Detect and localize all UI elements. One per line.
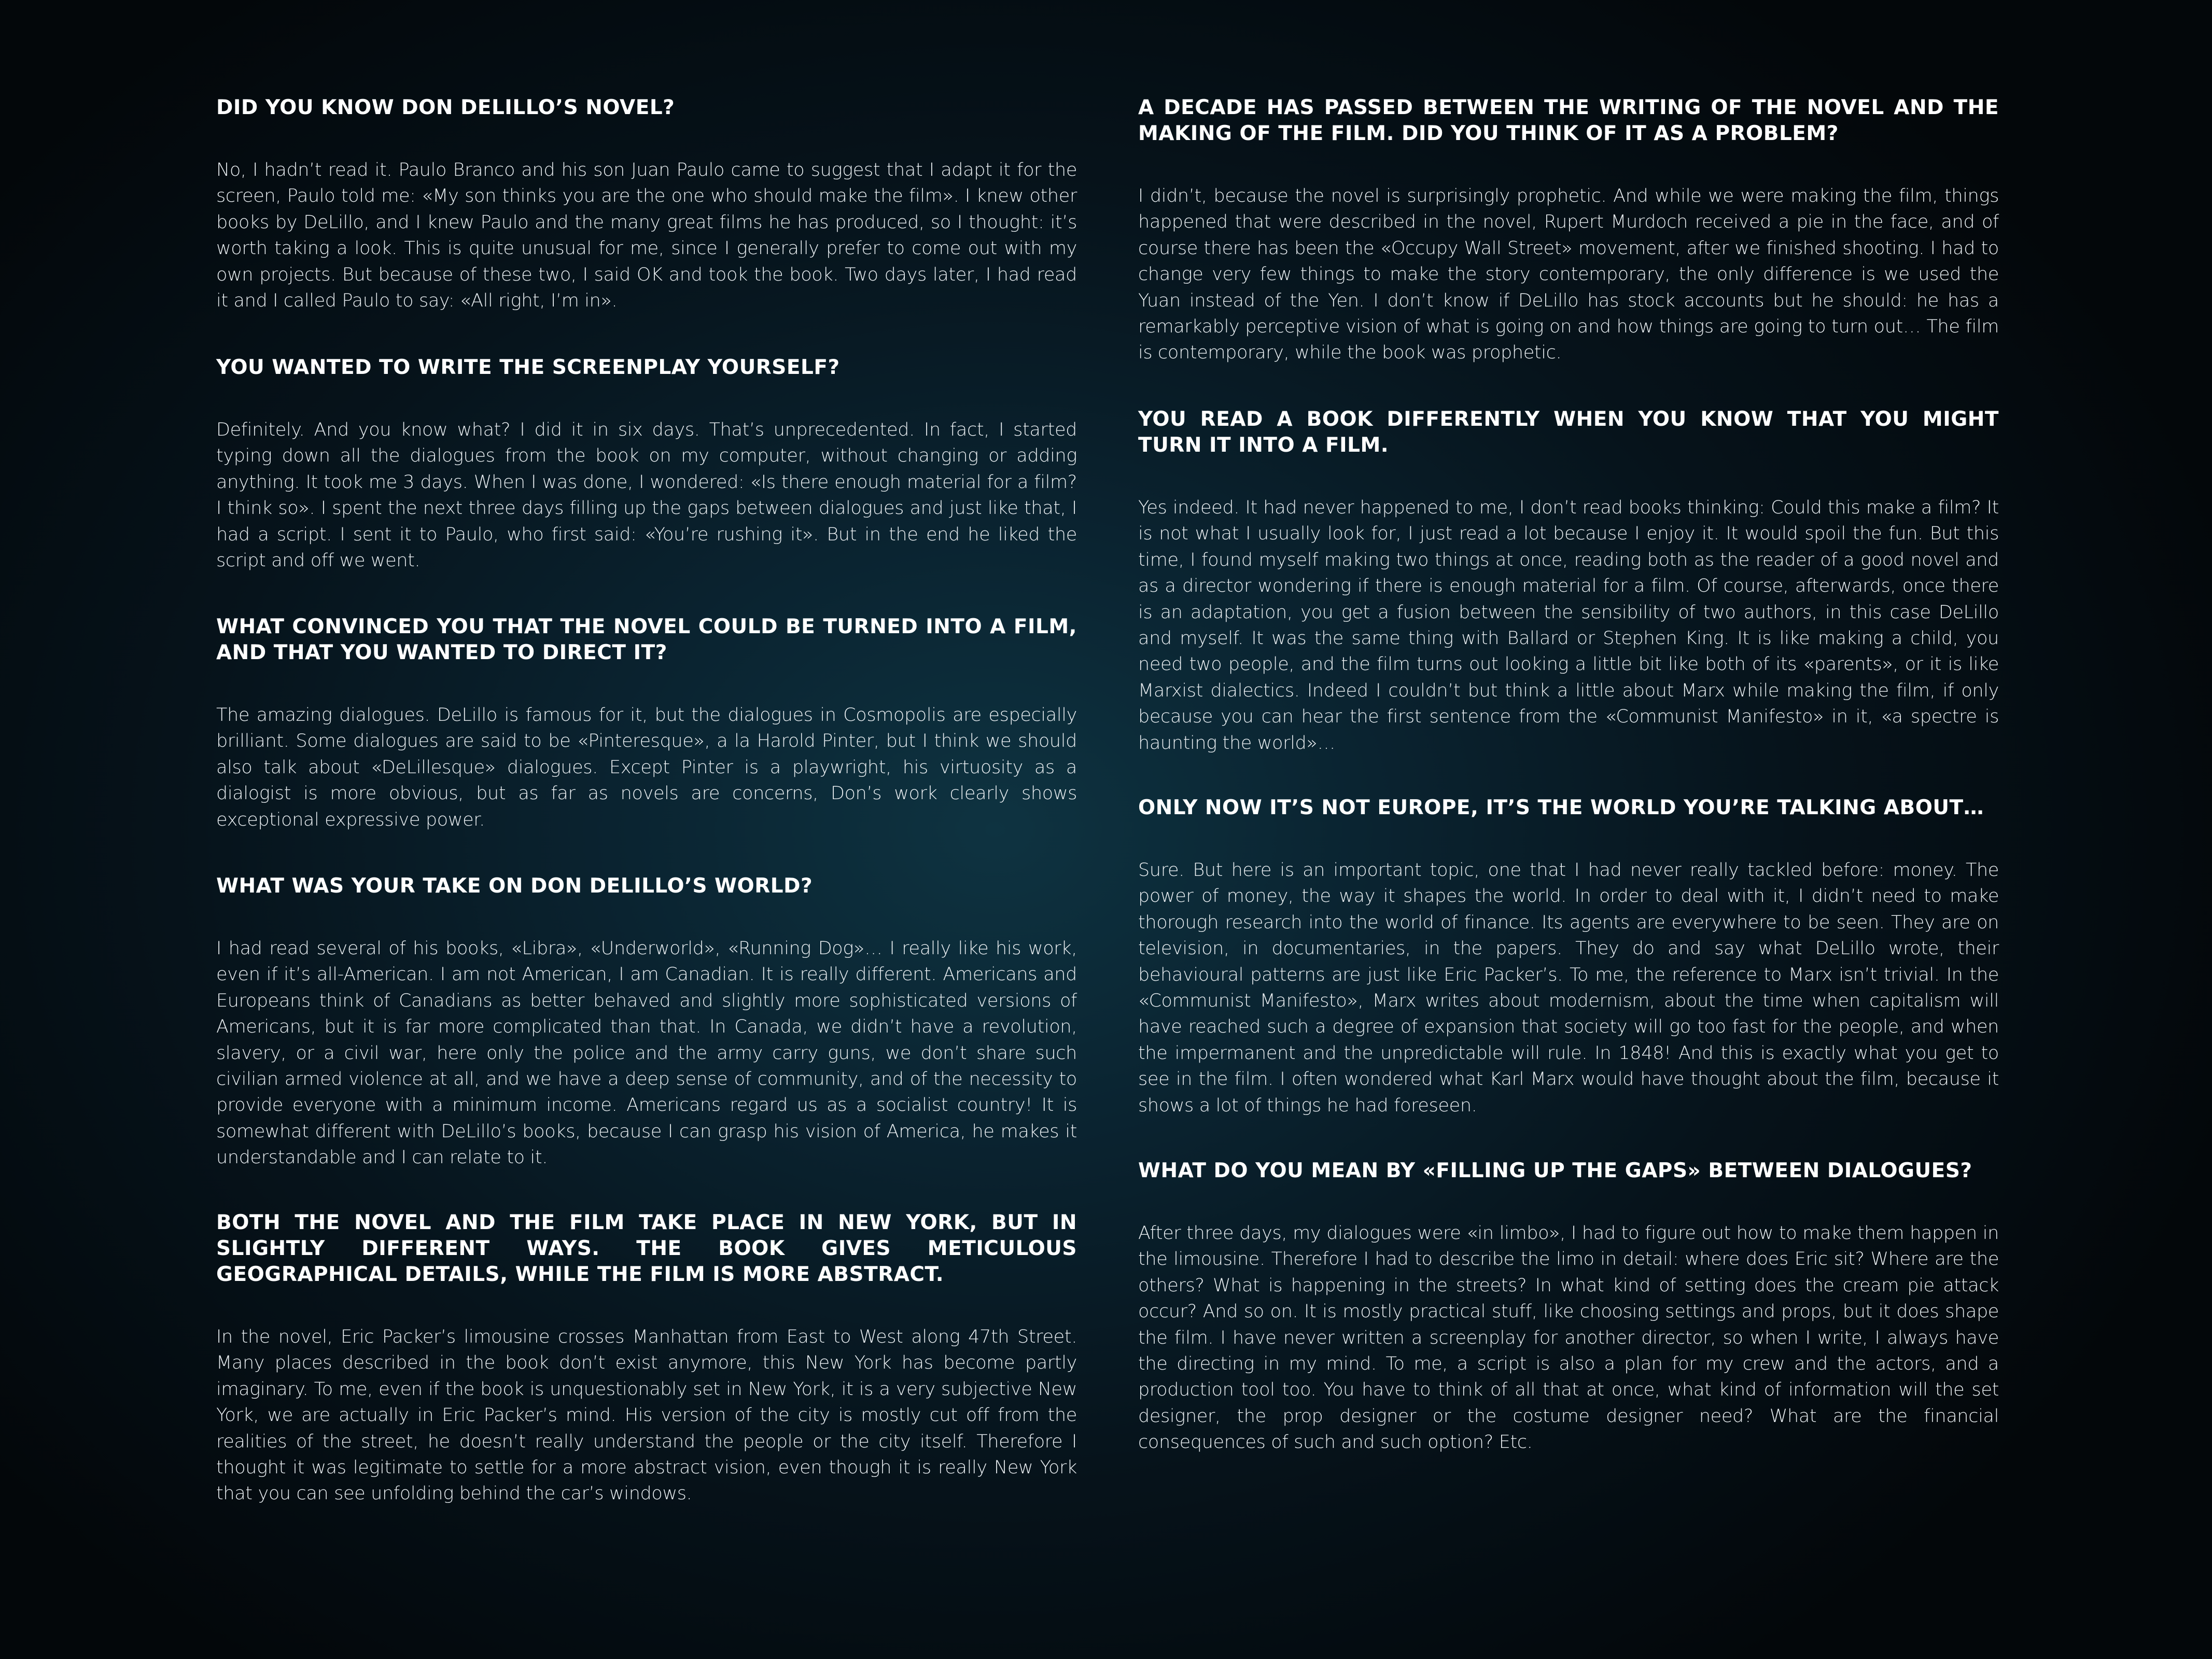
answer-paragraph: No, I hadn’t read it. Paulo Branco and his son Juan Paulo came to suggest that I adapt it for the screen, Paulo told me: «My son thinks you are the one who should make the film». I knew other books by DeLillo, and I knew Paulo and the many great films he has produced, so I thought: it’s worth taking a look. This is quite unusual for me, since I generally prefer to come out with my own projects. But because of these two, I said OK and took the book. Two days later, I had read it and I called Paulo to say: «All right, I’m in». [216,160,1077,312]
question-heading: WHAT DO YOU MEAN BY «FILLING UP THE GAPS» BETWEEN DIALOGUES? [1138,1159,1972,1182]
question-heading: ONLY NOW IT’S NOT EUROPE, IT’S THE WORLD YOU’RE TALKING ABOUT… [1138,796,1984,819]
question-heading: YOU READ A BOOK DIFFERENTLY WHEN YOU KNOW THAT YOU MIGHT TURN IT INTO A FILM. [1138,408,1999,457]
qa-block-delillo-novel [216,95,1077,314]
question-heading: YOU WANTED TO WRITE THE SCREENPLAY YOURSELF? [216,356,840,379]
question-heading: A DECADE HAS PASSED BETWEEN THE WRITING OF THE NOVEL AND THE MAKING OF THE FILM. DID YOU THINK OF IT AS A PROBLEM? [1138,96,1999,145]
question-heading: BOTH THE NOVEL AND THE FILM TAKE PLACE IN NEW YORK, BUT IN SLIGHTLY DIFFERENT WAYS. THE BOOK GIVES METICULOUS GEOGRAPHICAL DETAILS, WHILE THE FILM IS MORE ABSTRACT. [216,1211,1077,1286]
qa-block-screenplay [216,355,1077,574]
answer-paragraph: Yes indeed. It had never happened to me, I don’t read books thinking: Could this make a film? It is not what I usually look for, I just read a lot because I enjoy it. It would spoil the fun. But this time, I found myself making two things at once, reading both as the reader of a good novel and as a director wondering if there is enough material for a film. Of course, afterwards, once there is an adaptation, you get a fusion between the sensibility of two authors, in this case DeLillo and myself. It was the same thing with Ballard or Stephen King. It is like making a child, you need two people, and the film turns out looking a little bit like both of its «parents», or it is like Marxist dialectics. Indeed I couldn’t but think a little about Marx while making the film, if only because you can hear the first sentence from the «Communist Manifesto» in it, «a spectre is haunting the world»… [1138,497,1999,754]
answer-paragraph: I had read several of his books, «Libra», «Underworld», «Running Dog»… I really like his work, even if it’s all-American. I am not American, I am Canadian. It is really different. Americans and Europeans think of Canadians as better behaved and slightly more sophisticated versions of Americans, but it is far more complicated than that. In Canada, we didn’t have a revolution, slavery, or a civil war, here only the police and the army carry guns, we don’t share such civilian armed violence at all, and we have a deep sense of community, and of the necessity to provide everyone with a minimum income. Americans regard us as a socialist country! It is somewhat different with DeLillo’s books, because I can grasp his vision of America, he makes it understandable and I can relate to it. [216,938,1077,1168]
qa-block-new-york [216,1210,1077,1507]
qa-block-decade [1138,95,1999,366]
question-heading: DID YOU KNOW DON DELILLO’S NOVEL? [216,96,675,119]
answer-paragraph: I didn’t, because the novel is surprisingly prophetic. And while we were making the film, things happened that were described in the novel, Rupert Murdoch received a pie in the face, and of course there has been the «Occupy Wall Street» movement, after we finished shooting. I had to change very few things to make the story contemporary, the only difference is we used the Yuan instead of the Yen. I don’t know if DeLillo has stock accounts but he should: he has a remarkably perceptive vision of what is going on and how things are going to turn out… The film is contemporary, while the book was prophetic. [1138,186,1999,364]
qa-block-convinced [216,614,1077,833]
question-heading: WHAT WAS YOUR TAKE ON DON DELILLO’S WORLD? [216,874,813,898]
answer-paragraph: Definitely. And you know what? I did it in six days. That’s unprecedented. In fact, I started typing down all the dialogues from the book on my computer, without changing or adding anything. It took me 3 days. When I was done, I wondered: «Is there enough material for a film? I think so». I spent the next three days filling up the gaps between dialogues and just like that, I had a script. I sent it to Paulo, who first said: «You’re rushing it». But in the end he liked the script and off we went. [216,420,1077,571]
qa-block-world [1138,795,1999,1119]
answer-paragraph: The amazing dialogues. DeLillo is famous for it, but the dialogues in Cosmopolis are especially brilliant. Some dialogues are said to be «Pinteresque», a la Harold Pinter, but I think we should also talk about «DeLillesque» dialogues. Except Pinter is a playwright, his virtuosity as a dialogist is more obvious, but as far as novels are concerns, Don’s work clearly shows exceptional expressive power. [216,705,1077,830]
answer-paragraph: Sure. But here is an important topic, one that I had never really tackled before: money. The power of money, the way it shapes the world. In order to deal with it, I didn’t need to make thorough research into the world of finance. Its agents are everywhere to be seen. They are on television, in documentaries, in the papers. They do and say what DeLillo wrote, their behavioural patterns are just like Eric Packer’s. To me, the reference to Marx isn’t trivial. In the «Communist Manifesto», Marx writes about modernism, about the time when capitalism will have reached such a degree of expansion that society will go too fast for the people, and when the impermanent and the unpredictable will rule. In 1848! And this is exactly what you get to see in the film. I often wondered what Karl Marx would have thought about the film, because it shows a lot of things he had foreseen. [1138,860,1999,1116]
qa-block-filling-gaps [1138,1158,1999,1456]
qa-block-reading-differently [1138,407,1999,756]
question-heading: WHAT CONVINCED YOU THAT THE NOVEL COULD BE TURNED INTO A FILM, AND THAT YOU WANTED TO DIRECT IT? [216,615,1077,664]
left-column [216,0,1077,1659]
qa-block-delillo-world [216,873,1077,1171]
answer-paragraph: After three days, my dialogues were «in limbo», I had to figure out how to make them happen in the limousine. Therefore I had to describe the limo in detail: where does Eric sit? Where are the others? What is happening in the streets? In what kind of setting does the cream pie attack occur? And so on. It is mostly practical stuff, like choosing settings and props, but it does shape the film. I have never written a screenplay for another director, so when I write, I always have the directing in my mind. To me, a script is also a plan for my crew and the actors, and a production tool too. You have to think of all that at once, what kind of information will the set designer, the prop designer or the costume designer need? What are the financial consequences of such and such option? Etc. [1138,1223,1999,1453]
right-column [1138,0,1999,1659]
answer-paragraph: In the novel, Eric Packer’s limousine crosses Manhattan from East to West along 47th Street. Many places described in the book don’t exist anymore, this New York has become partly imaginary. To me, even if the book is unquestionably set in New York, it is a very subjective New York, we are actually in Eric Packer’s mind. His version of the city is mostly cut off from the realities of the street, he doesn’t really understand the people or the city itself. Therefore I thought it was legitimate to settle for a more abstract vision, even though it is really New York that you can see unfolding behind the car’s windows. [216,1327,1077,1504]
